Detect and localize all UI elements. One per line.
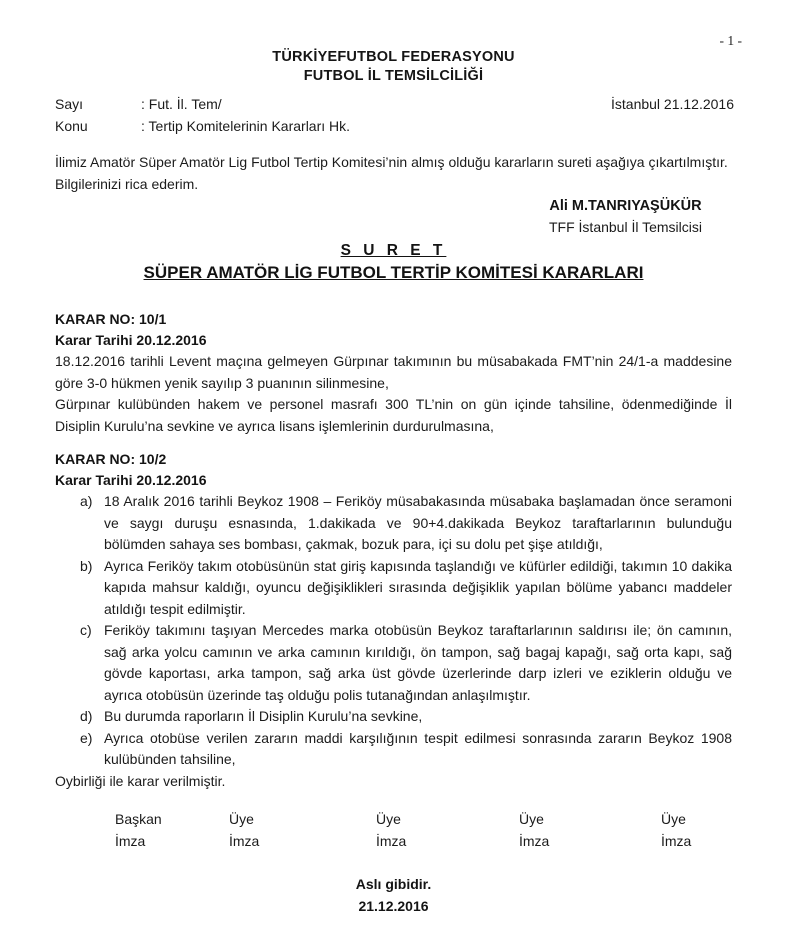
decision-item-a bbox=[55, 491, 732, 556]
signatory-title: TFF İstanbul İl Temsilcisi bbox=[549, 219, 702, 235]
regards-line: Bilgilerinizi rica ederim. bbox=[55, 175, 199, 192]
place-date: İstanbul 21.12.2016 bbox=[611, 96, 734, 112]
karar-2-no: KARAR NO: 10/2 bbox=[55, 451, 167, 467]
letter-meta bbox=[55, 94, 732, 137]
item-e-text: Ayrıca otobüse verilen zararın maddi karşılığının tespit edilmesi sonrasında zararın Beykoz 1908 kulübünden tahsiline, bbox=[104, 729, 732, 767]
karar-1-no: KARAR NO: 10/1 bbox=[55, 311, 167, 327]
signature-column-uye-1 bbox=[229, 808, 259, 852]
decision-item-d bbox=[55, 706, 732, 728]
karar-1-date: Karar Tarihi 20.12.2016 bbox=[55, 332, 207, 348]
decision-10-2 bbox=[55, 449, 732, 792]
role-label: Üye bbox=[661, 811, 686, 827]
imza-label: İmza bbox=[115, 833, 146, 849]
karar-1-paragraph-2: Gürpınar kulübünden hakem ve personel masrafı 300 TL’nin on gün içinde tahsiline, ödenmediğinde İl Disiplin Kurulu’na sevkine ve ayrıca lisans işlemlerinin durdurulmasına, bbox=[55, 396, 732, 434]
karar-1-paragraph-1: 18.12.2016 tarihli Levent maçına gelmeyen Gürpınar takımının bu müsabakada FMT’nin 24/1-a maddesine göre 3-0 hükmen yenik sayılıp 3 puanının silinmesine, bbox=[55, 353, 732, 391]
konu-row bbox=[55, 116, 732, 138]
role-label: Başkan bbox=[115, 811, 162, 827]
konu-label: Konu bbox=[55, 117, 88, 134]
unanimity-line: Oybirliği ile karar verilmiştir. bbox=[55, 772, 226, 789]
certification-block bbox=[55, 874, 732, 917]
item-a-text: 18 Aralık 2016 tarihli Beykoz 1908 – Feriköy müsabakasında müsabaka başlamadan önce seramoni ve saygı duruşu esnasında, 1.dakikada ve 90+4.dakikada Beykoz taraftarlarının bulunduğu bölümden sahaya ses bombası, çakmak, bozuk para, içi su dolu pet şişe atıldığı, bbox=[104, 493, 732, 552]
item-d-marker: d) bbox=[80, 708, 93, 724]
role-label: Üye bbox=[519, 811, 544, 827]
item-e-marker: e) bbox=[80, 729, 93, 746]
imza-label: İmza bbox=[376, 833, 407, 849]
karar-2-date: Karar Tarihi 20.12.2016 bbox=[55, 472, 207, 488]
item-d-text: Bu durumda raporların İl Disiplin Kurulu’na sevkine, bbox=[104, 708, 423, 724]
main-heading: SÜPER AMATÖR LİG FUTBOL TERTİP KOMİTESİ KARARLARI bbox=[143, 263, 644, 282]
decision-item-c bbox=[55, 620, 732, 706]
signature-column-uye-2 bbox=[376, 808, 406, 852]
intro-paragraph: İlimiz Amatör Süper Amatör Lig Futbol Tertip Komitesi’nin almış olduğu kararların sureti aşağıya çıkartılmıştır. bbox=[55, 154, 728, 170]
letterhead bbox=[55, 48, 732, 85]
decision-item-b bbox=[55, 556, 732, 621]
role-label: Üye bbox=[376, 811, 401, 827]
org-name: TÜRKİYEFUTBOL FEDERASYONU bbox=[272, 49, 515, 65]
item-b-text: Ayrıca Feriköy takım otobüsünün stat giriş kapısında taşlandığı ve küfürler edildiği, takımın 10 dakika kapıda mahsur kaldığı, oyuncu değişiklikleri sırasında değişiklik yapılan bölüme yabancı maddeler atıldığı tespit edilmiştir. bbox=[104, 557, 732, 617]
sayi-value: : Fut. İl. Tem/ bbox=[141, 96, 222, 112]
imza-label: İmza bbox=[229, 833, 260, 849]
certified-date: 21.12.2016 bbox=[358, 897, 429, 914]
signature-column-baskan bbox=[115, 808, 162, 852]
signature-row bbox=[55, 808, 732, 854]
item-c-text: Feriköy takımını taşıyan Mercedes marka otobüsün Beykoz taraftarlarının saldırısı ile; ön camının, sağ arka yolcu camının ve arka camının kırıldığı, ön tampon, sağ bagaj kapağı, sağ orta kapı, sağ gövde kaportası, arka tampon, sağ arka üst gövde üzerlerinde darp izleri ve eziklerin olduğu ve ayrıca otobüsün üzerinde taş olduğu polis tutanağından anlaşılmıştır. bbox=[104, 622, 732, 703]
item-a-marker: a) bbox=[80, 493, 93, 509]
signatory-name: Ali M.TANRIYAŞÜKÜR bbox=[549, 198, 702, 214]
sayi-label: Sayı bbox=[55, 96, 84, 112]
item-b-marker: b) bbox=[80, 557, 93, 574]
suret-heading: S U R E T bbox=[340, 242, 447, 259]
org-division: FUTBOL İL TEMSİLCİLİĞİ bbox=[303, 67, 484, 84]
decision-item-e bbox=[55, 728, 732, 771]
signature-column-uye-3 bbox=[519, 808, 549, 852]
item-c-marker: c) bbox=[80, 622, 92, 638]
role-label: Üye bbox=[229, 811, 254, 827]
imza-label: İmza bbox=[661, 833, 692, 849]
konu-value: : Tertip Komitelerinin Kararları Hk. bbox=[141, 117, 351, 134]
page-number: - 1 - bbox=[719, 33, 742, 48]
signature-column-uye-4 bbox=[661, 808, 691, 852]
signatory-block bbox=[549, 196, 702, 238]
certified-line: Aslı gibidir. bbox=[355, 876, 432, 892]
imza-label: İmza bbox=[519, 833, 550, 849]
decision-10-1 bbox=[55, 309, 732, 437]
